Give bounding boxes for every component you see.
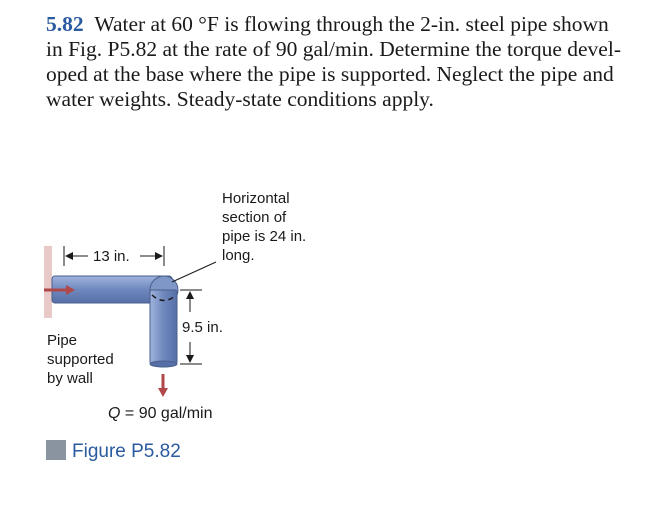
dimension-13-label: 13 in. [93,248,130,265]
pipe-outlet [150,361,177,367]
problem-number: 5.82 [46,12,84,36]
support-note [47,331,114,388]
wall [44,246,52,318]
problem-text-line-2: in Fig. P5.82 at the rate of 90 gal/min. Determine the torque devel- [46,37,621,61]
support-note-line-3: by wall [47,370,93,387]
horizontal-note-line-3: pipe is 24 in. [222,228,307,245]
horizontal-section-note [222,189,306,265]
flow-rate-value: = 90 gal/min [120,405,213,422]
outflow-arrow-head [158,388,168,397]
dimension-95-label: 9.5 in. [182,319,223,336]
figure-caption [46,440,181,463]
problem-text-line-3: oped at the base where the pipe is supported. Neglect the pipe and [46,62,614,86]
support-note-line-1: Pipe [47,332,78,349]
caption-square-icon [46,440,66,460]
problem-text-line-1: Water at 60 °F is flowing through the 2-in. steel pipe shown [94,12,609,36]
support-note-line-2: supported [47,351,114,368]
horizontal-note-line-4: long. [222,247,255,264]
horizontal-note-line-2: section of [222,209,287,226]
problem-text-line-4: water weights. Steady-state conditions apply. [46,87,434,111]
horizontal-note-line-1: Horizontal [222,190,290,207]
figure-caption-text: Figure P5.82 [72,441,181,462]
note-leader [172,262,216,282]
flow-rate-label [108,404,213,423]
flow-q-symbol: Q [108,405,121,422]
